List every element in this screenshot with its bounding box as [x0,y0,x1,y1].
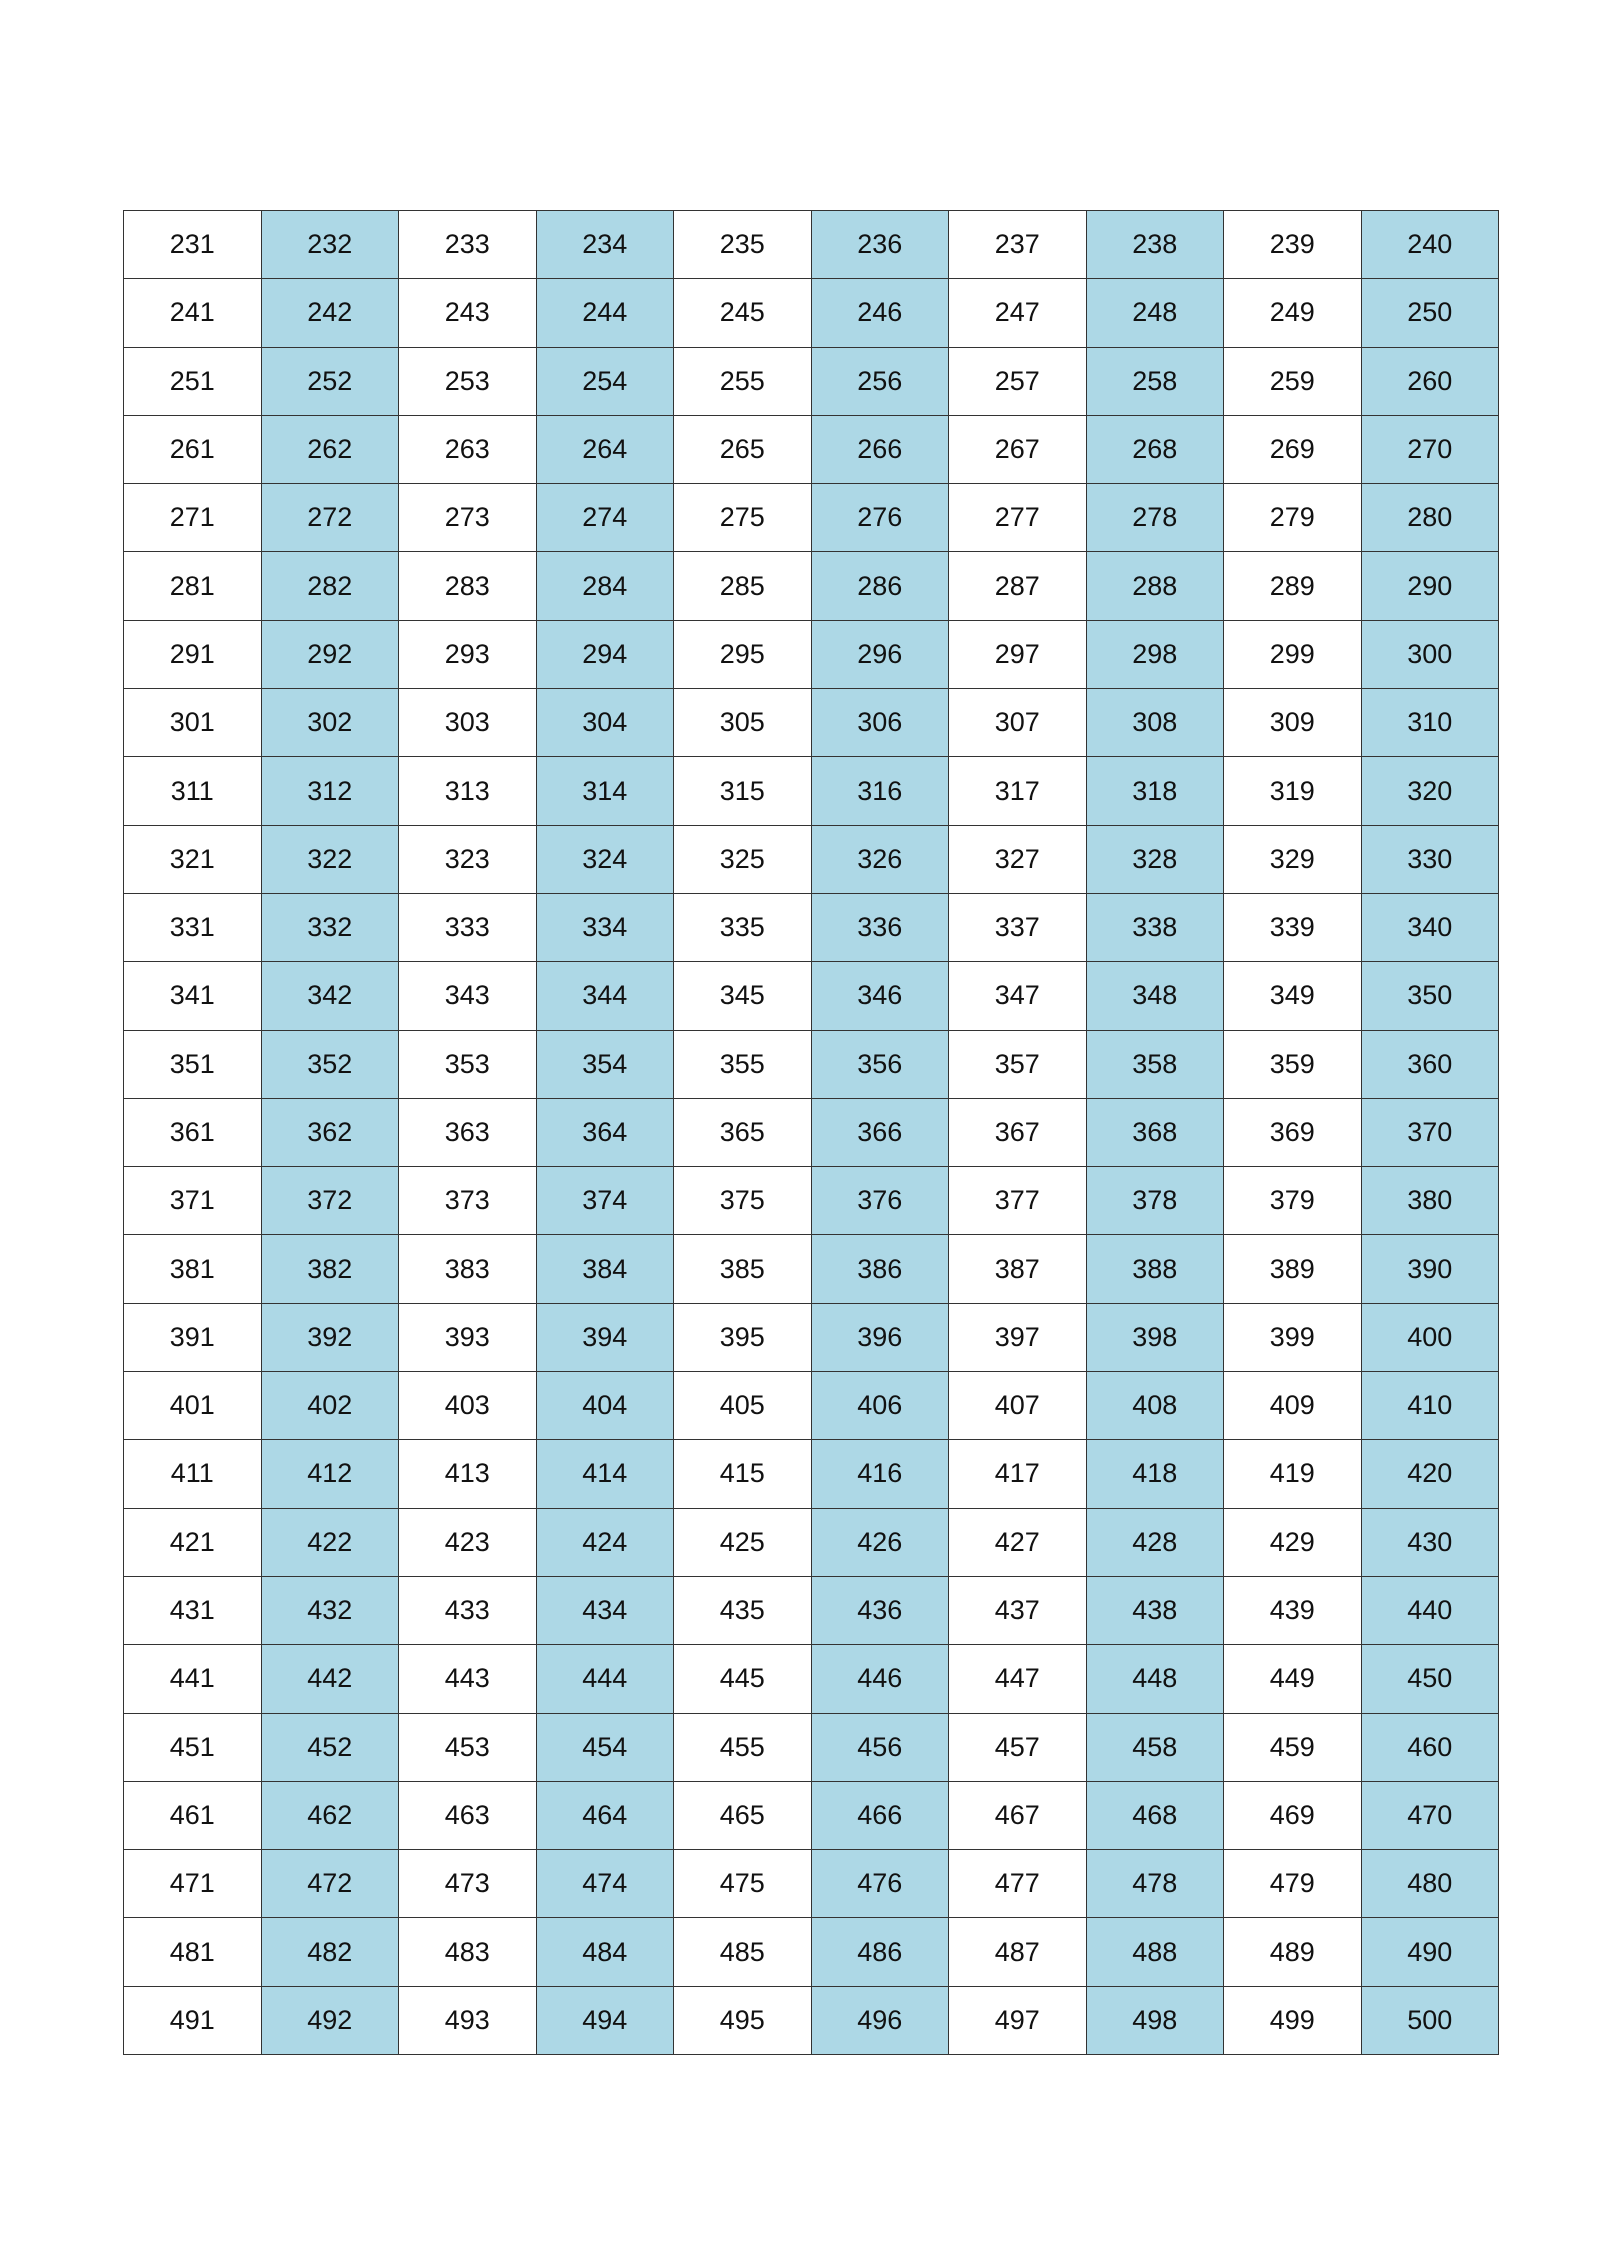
table-cell: 390 [1361,1235,1499,1303]
table-cell: 354 [536,1030,674,1098]
table-cell: 427 [949,1508,1087,1576]
table-cell: 271 [124,484,262,552]
table-cell: 346 [811,962,949,1030]
table-row [124,552,1499,620]
table-row [124,1235,1499,1303]
table-cell: 255 [674,347,812,415]
table-cell: 287 [949,552,1087,620]
table-cell: 272 [261,484,399,552]
table-cell: 454 [536,1713,674,1781]
table-cell: 447 [949,1645,1087,1713]
table-cell: 245 [674,279,812,347]
table-cell: 309 [1224,689,1362,757]
table-cell: 333 [399,893,537,961]
table-cell: 300 [1361,620,1499,688]
table-cell: 402 [261,1372,399,1440]
table-cell: 448 [1086,1645,1224,1713]
table-cell: 362 [261,1098,399,1166]
table-cell: 278 [1086,484,1224,552]
table-cell: 412 [261,1440,399,1508]
table-cell: 377 [949,1167,1087,1235]
table-cell: 283 [399,552,537,620]
table-cell: 275 [674,484,812,552]
table-cell: 500 [1361,1986,1499,2054]
table-cell: 242 [261,279,399,347]
table-cell: 404 [536,1372,674,1440]
table-cell: 270 [1361,415,1499,483]
table-cell: 423 [399,1508,537,1576]
table-cell: 473 [399,1850,537,1918]
table-cell: 458 [1086,1713,1224,1781]
table-cell: 277 [949,484,1087,552]
table-cell: 498 [1086,1986,1224,2054]
table-cell: 403 [399,1372,537,1440]
table-cell: 237 [949,211,1087,279]
table-cell: 323 [399,825,537,893]
table-cell: 276 [811,484,949,552]
table-cell: 418 [1086,1440,1224,1508]
table-cell: 379 [1224,1167,1362,1235]
table-cell: 384 [536,1235,674,1303]
table-cell: 349 [1224,962,1362,1030]
table-row [124,211,1499,279]
table-cell: 289 [1224,552,1362,620]
table-cell: 406 [811,1372,949,1440]
table-cell: 327 [949,825,1087,893]
table-cell: 424 [536,1508,674,1576]
table-cell: 249 [1224,279,1362,347]
table-cell: 243 [399,279,537,347]
table-cell: 496 [811,1986,949,2054]
table-cell: 307 [949,689,1087,757]
table-cell: 341 [124,962,262,1030]
table-cell: 345 [674,962,812,1030]
table-cell: 342 [261,962,399,1030]
table-cell: 324 [536,825,674,893]
table-cell: 369 [1224,1098,1362,1166]
table-cell: 338 [1086,893,1224,961]
table-cell: 313 [399,757,537,825]
table-row [124,1850,1499,1918]
table-cell: 356 [811,1030,949,1098]
table-row [124,1372,1499,1440]
table-cell: 370 [1361,1098,1499,1166]
table-cell: 360 [1361,1030,1499,1098]
table-cell: 417 [949,1440,1087,1508]
table-cell: 439 [1224,1576,1362,1644]
table-cell: 400 [1361,1303,1499,1371]
table-cell: 398 [1086,1303,1224,1371]
table-cell: 435 [674,1576,812,1644]
table-cell: 479 [1224,1850,1362,1918]
table-cell: 376 [811,1167,949,1235]
table-cell: 295 [674,620,812,688]
table-cell: 316 [811,757,949,825]
table-cell: 373 [399,1167,537,1235]
table-cell: 250 [1361,279,1499,347]
table-cell: 258 [1086,347,1224,415]
table-cell: 265 [674,415,812,483]
table-cell: 321 [124,825,262,893]
table-cell: 409 [1224,1372,1362,1440]
table-cell: 461 [124,1781,262,1849]
table-cell: 320 [1361,757,1499,825]
table-cell: 347 [949,962,1087,1030]
table-cell: 391 [124,1303,262,1371]
table-cell: 475 [674,1850,812,1918]
table-cell: 291 [124,620,262,688]
table-cell: 279 [1224,484,1362,552]
table-cell: 451 [124,1713,262,1781]
table-cell: 481 [124,1918,262,1986]
table-cell: 359 [1224,1030,1362,1098]
table-cell: 489 [1224,1918,1362,1986]
table-cell: 466 [811,1781,949,1849]
table-cell: 234 [536,211,674,279]
table-cell: 294 [536,620,674,688]
table-cell: 456 [811,1713,949,1781]
table-cell: 350 [1361,962,1499,1030]
table-cell: 431 [124,1576,262,1644]
table-cell: 478 [1086,1850,1224,1918]
table-cell: 492 [261,1986,399,2054]
table-cell: 244 [536,279,674,347]
table-cell: 310 [1361,689,1499,757]
table-cell: 393 [399,1303,537,1371]
table-cell: 462 [261,1781,399,1849]
table-cell: 416 [811,1440,949,1508]
table-cell: 484 [536,1918,674,1986]
table-row [124,415,1499,483]
table-cell: 430 [1361,1508,1499,1576]
table-cell: 353 [399,1030,537,1098]
table-cell: 263 [399,415,537,483]
table-cell: 361 [124,1098,262,1166]
table-cell: 296 [811,620,949,688]
table-cell: 339 [1224,893,1362,961]
table-cell: 487 [949,1918,1087,1986]
table-cell: 337 [949,893,1087,961]
table-cell: 364 [536,1098,674,1166]
table-cell: 457 [949,1713,1087,1781]
table-cell: 256 [811,347,949,415]
table-cell: 284 [536,552,674,620]
table-cell: 429 [1224,1508,1362,1576]
table-cell: 408 [1086,1372,1224,1440]
table-cell: 257 [949,347,1087,415]
table-cell: 358 [1086,1030,1224,1098]
table-cell: 411 [124,1440,262,1508]
table-cell: 450 [1361,1645,1499,1713]
table-cell: 467 [949,1781,1087,1849]
table-cell: 332 [261,893,399,961]
table-cell: 464 [536,1781,674,1849]
table-cell: 317 [949,757,1087,825]
table-cell: 368 [1086,1098,1224,1166]
table-cell: 374 [536,1167,674,1235]
table-cell: 410 [1361,1372,1499,1440]
table-row [124,1303,1499,1371]
table-cell: 344 [536,962,674,1030]
table-cell: 340 [1361,893,1499,961]
table-cell: 388 [1086,1235,1224,1303]
table-cell: 285 [674,552,812,620]
table-cell: 490 [1361,1918,1499,1986]
table-cell: 428 [1086,1508,1224,1576]
table-cell: 470 [1361,1781,1499,1849]
table-cell: 385 [674,1235,812,1303]
table-row [124,620,1499,688]
table-cell: 419 [1224,1440,1362,1508]
table-cell: 455 [674,1713,812,1781]
table-cell: 476 [811,1850,949,1918]
table-cell: 281 [124,552,262,620]
table-cell: 437 [949,1576,1087,1644]
table-cell: 488 [1086,1918,1224,1986]
table-cell: 232 [261,211,399,279]
table-cell: 247 [949,279,1087,347]
table-cell: 396 [811,1303,949,1371]
table-cell: 482 [261,1918,399,1986]
table-cell: 421 [124,1508,262,1576]
table-row [124,347,1499,415]
table-cell: 399 [1224,1303,1362,1371]
table-row [124,279,1499,347]
table-cell: 436 [811,1576,949,1644]
table-cell: 251 [124,347,262,415]
table-cell: 422 [261,1508,399,1576]
table-cell: 440 [1361,1576,1499,1644]
table-cell: 363 [399,1098,537,1166]
table-cell: 444 [536,1645,674,1713]
table-cell: 432 [261,1576,399,1644]
table-row [124,757,1499,825]
table-row [124,689,1499,757]
table-cell: 292 [261,620,399,688]
table-cell: 459 [1224,1713,1362,1781]
table-cell: 299 [1224,620,1362,688]
table-cell: 269 [1224,415,1362,483]
table-cell: 329 [1224,825,1362,893]
table-cell: 273 [399,484,537,552]
table-cell: 434 [536,1576,674,1644]
table-cell: 469 [1224,1781,1362,1849]
table-row [124,1986,1499,2054]
table-cell: 445 [674,1645,812,1713]
table-cell: 394 [536,1303,674,1371]
table-cell: 480 [1361,1850,1499,1918]
table-cell: 262 [261,415,399,483]
table-cell: 312 [261,757,399,825]
table-cell: 290 [1361,552,1499,620]
number-grid-table [123,210,1499,2055]
table-cell: 383 [399,1235,537,1303]
table-cell: 499 [1224,1986,1362,2054]
table-cell: 477 [949,1850,1087,1918]
table-cell: 449 [1224,1645,1362,1713]
table-cell: 239 [1224,211,1362,279]
table-cell: 486 [811,1918,949,1986]
table-cell: 357 [949,1030,1087,1098]
table-cell: 425 [674,1508,812,1576]
table-cell: 372 [261,1167,399,1235]
table-cell: 371 [124,1167,262,1235]
table-row [124,1030,1499,1098]
table-cell: 264 [536,415,674,483]
table-cell: 494 [536,1986,674,2054]
table-cell: 240 [1361,211,1499,279]
table-cell: 407 [949,1372,1087,1440]
table-cell: 311 [124,757,262,825]
table-row [124,1440,1499,1508]
table-cell: 334 [536,893,674,961]
table-row [124,1167,1499,1235]
table-cell: 260 [1361,347,1499,415]
table-cell: 343 [399,962,537,1030]
table-cell: 367 [949,1098,1087,1166]
table-cell: 314 [536,757,674,825]
table-cell: 441 [124,1645,262,1713]
table-cell: 246 [811,279,949,347]
table-cell: 335 [674,893,812,961]
table-cell: 261 [124,415,262,483]
table-cell: 293 [399,620,537,688]
table-row [124,1508,1499,1576]
table-cell: 366 [811,1098,949,1166]
table-cell: 319 [1224,757,1362,825]
table-cell: 381 [124,1235,262,1303]
table-cell: 401 [124,1372,262,1440]
table-row [124,1576,1499,1644]
table-cell: 497 [949,1986,1087,2054]
table-cell: 248 [1086,279,1224,347]
table-cell: 297 [949,620,1087,688]
table-cell: 301 [124,689,262,757]
table-cell: 308 [1086,689,1224,757]
table-cell: 235 [674,211,812,279]
table-cell: 302 [261,689,399,757]
table-cell: 453 [399,1713,537,1781]
table-cell: 397 [949,1303,1087,1371]
table-cell: 252 [261,347,399,415]
table-cell: 375 [674,1167,812,1235]
table-cell: 414 [536,1440,674,1508]
table-cell: 348 [1086,962,1224,1030]
table-cell: 465 [674,1781,812,1849]
table-row [124,1098,1499,1166]
table-row [124,484,1499,552]
table-row [124,1713,1499,1781]
table-row [124,1645,1499,1713]
table-cell: 443 [399,1645,537,1713]
table-cell: 241 [124,279,262,347]
table-cell: 380 [1361,1167,1499,1235]
table-cell: 426 [811,1508,949,1576]
table-row [124,962,1499,1030]
table-cell: 452 [261,1713,399,1781]
table-cell: 387 [949,1235,1087,1303]
table-cell: 355 [674,1030,812,1098]
table-cell: 231 [124,211,262,279]
table-cell: 442 [261,1645,399,1713]
table-cell: 298 [1086,620,1224,688]
table-cell: 236 [811,211,949,279]
table-cell: 483 [399,1918,537,1986]
table-cell: 420 [1361,1440,1499,1508]
table-cell: 280 [1361,484,1499,552]
table-cell: 304 [536,689,674,757]
table-row [124,1918,1499,1986]
table-cell: 326 [811,825,949,893]
table-row [124,1781,1499,1849]
table-cell: 471 [124,1850,262,1918]
table-cell: 446 [811,1645,949,1713]
table-cell: 352 [261,1030,399,1098]
table-cell: 491 [124,1986,262,2054]
table-cell: 382 [261,1235,399,1303]
table-cell: 463 [399,1781,537,1849]
table-cell: 315 [674,757,812,825]
table-cell: 306 [811,689,949,757]
table-cell: 378 [1086,1167,1224,1235]
table-cell: 267 [949,415,1087,483]
table-cell: 336 [811,893,949,961]
table-cell: 233 [399,211,537,279]
number-grid-body [124,211,1499,2055]
table-cell: 303 [399,689,537,757]
table-cell: 266 [811,415,949,483]
table-cell: 253 [399,347,537,415]
table-cell: 238 [1086,211,1224,279]
table-cell: 433 [399,1576,537,1644]
table-cell: 322 [261,825,399,893]
table-cell: 405 [674,1372,812,1440]
table-cell: 318 [1086,757,1224,825]
table-cell: 286 [811,552,949,620]
table-cell: 331 [124,893,262,961]
table-cell: 472 [261,1850,399,1918]
table-cell: 365 [674,1098,812,1166]
table-cell: 274 [536,484,674,552]
table-cell: 282 [261,552,399,620]
table-cell: 474 [536,1850,674,1918]
table-cell: 493 [399,1986,537,2054]
table-cell: 351 [124,1030,262,1098]
table-cell: 389 [1224,1235,1362,1303]
table-cell: 288 [1086,552,1224,620]
table-cell: 386 [811,1235,949,1303]
table-row [124,825,1499,893]
table-cell: 495 [674,1986,812,2054]
table-cell: 259 [1224,347,1362,415]
table-row [124,893,1499,961]
table-cell: 392 [261,1303,399,1371]
table-cell: 415 [674,1440,812,1508]
table-cell: 438 [1086,1576,1224,1644]
table-cell: 468 [1086,1781,1224,1849]
table-cell: 330 [1361,825,1499,893]
table-cell: 325 [674,825,812,893]
table-cell: 485 [674,1918,812,1986]
table-cell: 328 [1086,825,1224,893]
table-cell: 395 [674,1303,812,1371]
table-cell: 413 [399,1440,537,1508]
table-cell: 305 [674,689,812,757]
table-cell: 460 [1361,1713,1499,1781]
table-cell: 268 [1086,415,1224,483]
table-cell: 254 [536,347,674,415]
